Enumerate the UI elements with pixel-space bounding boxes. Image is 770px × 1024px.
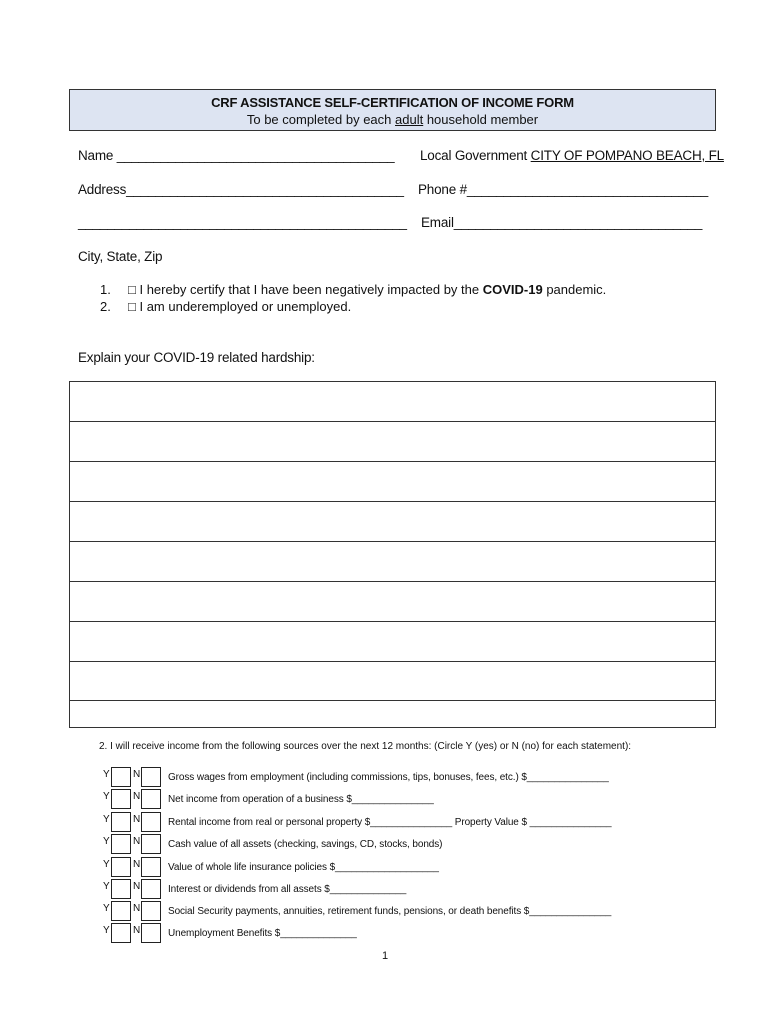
- yes-option[interactable]: Y: [103, 881, 110, 892]
- local-government-field: [420, 148, 724, 163]
- income-source-row: [103, 901, 723, 923]
- income-source-row: [103, 834, 723, 856]
- yes-checkbox[interactable]: [111, 812, 131, 832]
- text-line: [70, 541, 715, 542]
- text-line: [70, 621, 715, 622]
- yes-checkbox[interactable]: [111, 789, 131, 809]
- certification-text-end: pandemic.: [542, 282, 607, 297]
- certification-item-1[interactable]: [100, 282, 606, 297]
- income-source-row: [103, 857, 723, 879]
- no-checkbox[interactable]: [141, 834, 161, 854]
- income-source-label: Value of whole life insurance policies $___________________: [168, 862, 439, 873]
- yes-option[interactable]: Y: [103, 814, 110, 825]
- no-checkbox[interactable]: [141, 879, 161, 899]
- certification-bold-text: COVID-19: [482, 282, 543, 297]
- email-field[interactable]: Email__________________________________: [421, 215, 703, 230]
- no-checkbox[interactable]: [141, 812, 161, 832]
- form-subtitle: [70, 112, 715, 127]
- income-source-label: Cash value of all assets (checking, savings, CD, stocks, bonds): [168, 839, 443, 850]
- local-government-value: CITY OF POMPANO BEACH, FL: [530, 148, 724, 163]
- income-source-label: Interest or dividends from all assets $______________: [168, 884, 407, 895]
- yes-option[interactable]: Y: [103, 769, 110, 780]
- text-line: [70, 700, 715, 701]
- subtitle-underlined: adult: [395, 112, 424, 127]
- yes-checkbox[interactable]: [111, 767, 131, 787]
- income-source-label: Unemployment Benefits $______________: [168, 928, 357, 939]
- income-source-label: Social Security payments, annuities, retirement funds, pensions, or death benefits $_______________: [168, 906, 612, 917]
- yes-checkbox[interactable]: [111, 879, 131, 899]
- yes-option[interactable]: Y: [103, 859, 110, 870]
- certification-number: 2.: [100, 299, 111, 314]
- yes-checkbox[interactable]: [111, 901, 131, 921]
- certification-number: 1.: [100, 282, 111, 297]
- no-option[interactable]: N: [133, 859, 141, 870]
- yes-checkbox[interactable]: [111, 923, 131, 943]
- income-sources-intro: 2. I will receive income from the following sources over the next 12 months: (Circle Y (yes) or N (no) for each statement):: [99, 741, 632, 752]
- no-option[interactable]: N: [133, 903, 141, 914]
- no-option[interactable]: N: [133, 791, 141, 802]
- explain-hardship-label: Explain your COVID-19 related hardship:: [78, 350, 315, 365]
- text-line: [70, 421, 715, 422]
- yes-checkbox[interactable]: [111, 857, 131, 877]
- no-checkbox[interactable]: [141, 857, 161, 877]
- yes-checkbox[interactable]: [111, 834, 131, 854]
- yes-option[interactable]: Y: [103, 903, 110, 914]
- no-option[interactable]: N: [133, 881, 141, 892]
- city-state-zip-label: City, State, Zip: [78, 249, 163, 264]
- text-line: [70, 661, 715, 662]
- address-field[interactable]: Address______________________________________: [78, 182, 404, 197]
- address-line-2-field[interactable]: _____________________________________________: [78, 215, 407, 230]
- income-source-label: Net income from operation of a business $_______________: [168, 794, 434, 805]
- text-line: [70, 461, 715, 462]
- income-source-row: [103, 767, 723, 789]
- income-source-label: Gross wages from employment (including commissions, tips, bonuses, fees, etc.) $_______________: [168, 772, 609, 783]
- no-option[interactable]: N: [133, 925, 141, 936]
- no-checkbox[interactable]: [141, 923, 161, 943]
- text-line: [70, 581, 715, 582]
- text-line: [70, 501, 715, 502]
- income-source-row: [103, 923, 723, 945]
- income-source-row: [103, 812, 723, 834]
- yes-option[interactable]: Y: [103, 791, 110, 802]
- yes-option[interactable]: Y: [103, 925, 110, 936]
- income-source-row: [103, 789, 723, 811]
- page-number: 1: [381, 950, 389, 962]
- hardship-text-area[interactable]: [69, 381, 716, 728]
- income-source-label: Rental income from real or personal property $_______________ Property Value $ _______________: [168, 817, 612, 828]
- no-checkbox[interactable]: [141, 767, 161, 787]
- no-option[interactable]: N: [133, 769, 141, 780]
- income-source-row: [103, 879, 723, 901]
- no-option[interactable]: N: [133, 814, 141, 825]
- yes-option[interactable]: Y: [103, 836, 110, 847]
- no-checkbox[interactable]: [141, 789, 161, 809]
- certification-item-2[interactable]: [100, 299, 351, 314]
- certification-text: □ I hereby certify that I have been negatively impacted by the: [128, 282, 483, 297]
- subtitle-text: To be completed by each: [246, 112, 396, 127]
- no-option[interactable]: N: [133, 836, 141, 847]
- phone-field[interactable]: Phone #_________________________________: [418, 182, 709, 197]
- name-field[interactable]: Name ______________________________________: [78, 148, 395, 163]
- local-government-label: Local Government: [420, 148, 531, 163]
- no-checkbox[interactable]: [141, 901, 161, 921]
- form-title: CRF ASSISTANCE SELF-CERTIFICATION OF INCOME FORM: [211, 95, 574, 110]
- certification-text: □ I am underemployed or unemployed.: [128, 299, 352, 314]
- form-title-box: [69, 89, 716, 131]
- subtitle-text-end: household member: [423, 112, 539, 127]
